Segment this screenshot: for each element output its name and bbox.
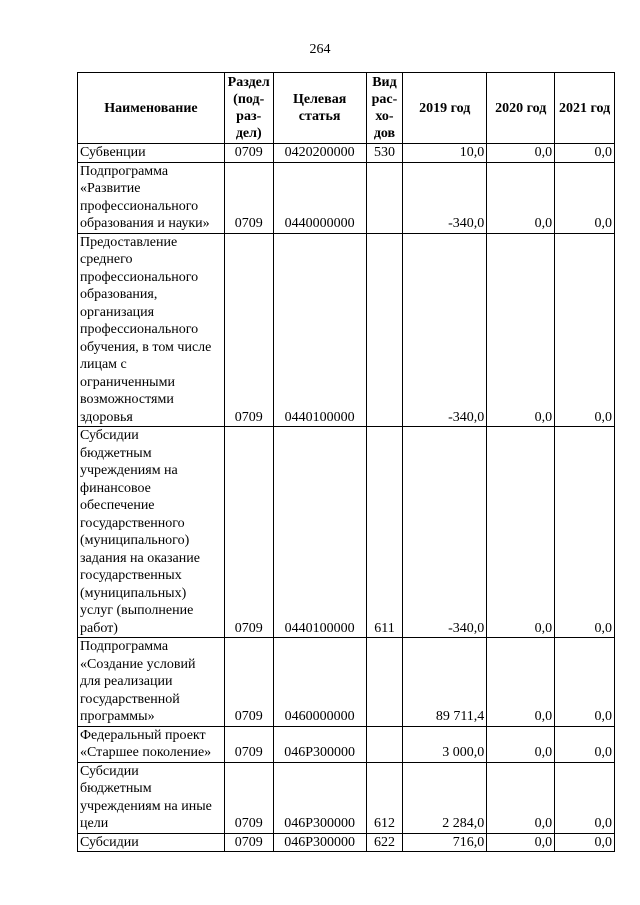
row-2021: 0,0 xyxy=(555,144,615,163)
row-2019: -340,0 xyxy=(403,233,487,427)
page-number: 264 xyxy=(309,42,331,57)
row-2021: 0,0 xyxy=(555,726,615,762)
table-row xyxy=(78,144,615,163)
row-2020: 0,0 xyxy=(487,726,555,762)
row-name-line: бюджетным xyxy=(80,781,152,796)
row-name-line: образования, xyxy=(80,287,158,302)
table-row xyxy=(78,162,615,233)
row-article: 0460000000 xyxy=(273,638,366,727)
row-2019: 2 284,0 xyxy=(403,762,487,833)
header-type-line: Вид xyxy=(372,75,397,90)
row-name xyxy=(78,233,225,427)
row-name xyxy=(78,144,225,163)
row-name xyxy=(78,833,225,852)
row-article: 0440100000 xyxy=(273,233,366,427)
row-2020: 0,0 xyxy=(487,427,555,638)
row-2020: 0,0 xyxy=(487,762,555,833)
row-name-line: Субсидии xyxy=(80,428,139,443)
row-name-line: Субвенции xyxy=(80,145,146,160)
row-name-line: профессионального xyxy=(80,198,199,214)
header-section xyxy=(224,73,273,144)
row-section: 0709 xyxy=(224,233,273,427)
row-name-line: работ) xyxy=(80,620,118,636)
table-header xyxy=(78,73,615,144)
row-name xyxy=(78,726,225,762)
row-2020: 0,0 xyxy=(487,833,555,852)
row-name-line: Подпрограмма xyxy=(80,639,169,654)
header-type-line: дов xyxy=(373,126,396,141)
header-row xyxy=(78,73,615,144)
row-expense-type xyxy=(366,726,402,762)
table-row xyxy=(78,427,615,638)
row-2020: 0,0 xyxy=(487,162,555,233)
header-name: Наименование xyxy=(78,73,225,144)
row-expense-type: 611 xyxy=(366,427,402,638)
row-section: 0709 xyxy=(224,762,273,833)
row-section: 0709 xyxy=(224,833,273,852)
row-2019: 3 000,0 xyxy=(403,726,487,762)
row-name-line: задания на оказание xyxy=(80,550,200,566)
row-2019: 10,0 xyxy=(403,144,487,163)
row-2021: 0,0 xyxy=(555,162,615,233)
row-section: 0709 xyxy=(224,162,273,233)
row-name-line: здоровья xyxy=(80,409,133,425)
row-name-line: Субсидии xyxy=(80,763,139,779)
row-2021: 0,0 xyxy=(555,638,615,727)
row-expense-type xyxy=(366,233,402,427)
row-name-line: обучения, в том числе xyxy=(80,339,212,355)
row-name-line: услуг (выполнение xyxy=(80,603,194,618)
row-section: 0709 xyxy=(224,427,273,638)
row-2021: 0,0 xyxy=(555,233,615,427)
row-section: 0709 xyxy=(224,144,273,163)
row-expense-type: 622 xyxy=(366,833,402,852)
row-expense-type: 530 xyxy=(366,144,402,163)
table-body xyxy=(78,144,615,852)
header-section-line: Раздел xyxy=(227,75,270,90)
budget-table xyxy=(77,72,615,852)
row-article: 046P300000 xyxy=(273,762,366,833)
row-name-line: обеспечение xyxy=(80,498,155,513)
header-section-line: дел) xyxy=(235,126,262,141)
header-section-line: (под- xyxy=(233,92,265,107)
row-2021: 0,0 xyxy=(555,833,615,852)
table-row xyxy=(78,638,615,727)
row-name-line: возможностями xyxy=(80,392,174,407)
row-name-line: государственных xyxy=(80,568,182,583)
row-name-line: профессионального xyxy=(80,322,199,337)
row-name-line: «Старшее поколение» xyxy=(80,745,212,760)
header-article-line: Целевая xyxy=(292,92,347,107)
row-name xyxy=(78,762,225,833)
row-2019: 716,0 xyxy=(403,833,487,852)
row-name-line: (муниципального) xyxy=(80,533,190,548)
row-2020: 0,0 xyxy=(487,144,555,163)
row-section: 0709 xyxy=(224,726,273,762)
row-name-line: финансовое xyxy=(80,480,151,496)
row-2021: 0,0 xyxy=(555,427,615,638)
header-expense-type xyxy=(366,73,402,144)
row-article: 046P300000 xyxy=(273,833,366,852)
row-name-line: Предоставление xyxy=(80,234,178,250)
row-name-line: государственной xyxy=(80,691,180,707)
row-2019: 89 711,4 xyxy=(403,638,487,727)
header-article xyxy=(273,73,366,144)
row-name xyxy=(78,638,225,727)
row-name xyxy=(78,162,225,233)
row-name-line: среднего xyxy=(80,252,133,267)
header-2019: 2019 год xyxy=(403,73,487,144)
header-type-line: рас- xyxy=(371,92,398,107)
row-name-line: лицам с xyxy=(80,357,127,372)
row-name-line: для реализации xyxy=(80,674,173,689)
row-name-line: бюджетным xyxy=(80,445,152,461)
header-2020: 2020 год xyxy=(487,73,555,144)
row-article: 0440000000 xyxy=(273,162,366,233)
row-name-line: учреждениям на иные xyxy=(80,798,212,814)
row-name-line: Субсидии xyxy=(80,834,139,850)
row-article: 0420200000 xyxy=(273,144,366,163)
table-row xyxy=(78,762,615,833)
row-name xyxy=(78,427,225,638)
header-article-line: статья xyxy=(298,109,341,124)
header-type-line: хо- xyxy=(375,109,394,124)
header-section-line: раз- xyxy=(236,109,262,124)
row-expense-type xyxy=(366,638,402,727)
row-name-line: «Создание условий xyxy=(80,656,196,672)
row-name-line: ограниченными xyxy=(80,374,175,390)
row-article: 0440100000 xyxy=(273,427,366,638)
row-expense-type xyxy=(366,162,402,233)
row-name-line: профессионального xyxy=(80,269,199,285)
row-name-line: программы» xyxy=(80,709,155,724)
row-2020: 0,0 xyxy=(487,638,555,727)
row-name-line: цели xyxy=(80,816,109,831)
row-2019: -340,0 xyxy=(403,162,487,233)
row-name-line: Федеральный проект xyxy=(80,727,206,743)
row-name-line: организация xyxy=(80,304,155,320)
row-2021: 0,0 xyxy=(555,762,615,833)
row-name-line: «Развитие xyxy=(80,181,141,196)
row-2020: 0,0 xyxy=(487,233,555,427)
row-name-line: образования и науки» xyxy=(80,216,210,231)
table-row xyxy=(78,833,615,852)
row-name-line: (муниципальных) xyxy=(80,585,187,601)
row-expense-type: 612 xyxy=(366,762,402,833)
table-row xyxy=(78,233,615,427)
header-2021: 2021 год xyxy=(555,73,615,144)
row-name-line: государственного xyxy=(80,515,185,531)
row-name-line: учреждениям на xyxy=(80,463,178,478)
row-section: 0709 xyxy=(224,638,273,727)
row-article: 046P300000 xyxy=(273,726,366,762)
table-row xyxy=(78,726,615,762)
row-name-line: Подпрограмма xyxy=(80,163,169,179)
row-2019: -340,0 xyxy=(403,427,487,638)
